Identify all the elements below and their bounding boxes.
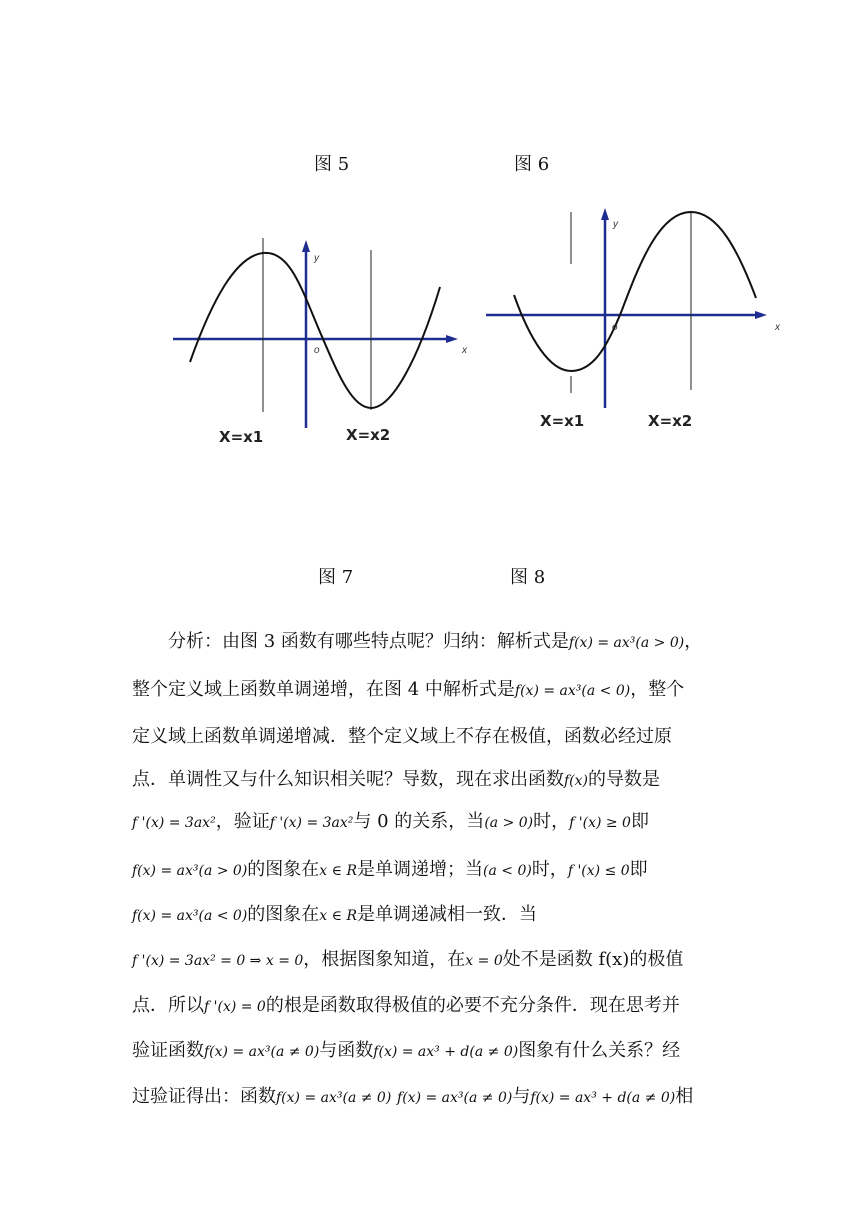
figure-graphs	[0, 0, 860, 520]
text: 过验证得出：函数	[132, 1086, 276, 1107]
origin-label: o	[314, 345, 320, 356]
text: 与	[512, 1086, 531, 1107]
paragraph-line	[132, 1082, 693, 1108]
line-label-x2: X=x2	[346, 426, 391, 444]
formula: f '(x) ≥ 0	[569, 815, 631, 831]
text: ，整个	[630, 679, 685, 700]
formula: f '(x) = 3ax² = 0 ⇒ x = 0	[132, 953, 304, 969]
text: 点．所以	[132, 995, 204, 1016]
formula: (a > 0)	[484, 815, 534, 831]
formula: f(x) = ax³(a < 0)	[514, 683, 631, 699]
paragraph-line	[132, 765, 660, 791]
text: 验证函数	[132, 1040, 204, 1061]
line-label-x2: X=x2	[648, 412, 693, 430]
formula: f(x)	[564, 773, 589, 789]
formula: f '(x) = 3ax²	[269, 815, 354, 831]
text: 的图象在	[247, 859, 320, 880]
text: 的图象在	[247, 904, 320, 925]
text: ，根据图象知道，在	[303, 949, 466, 970]
text: 时，	[531, 859, 568, 880]
text: 处不是函数 f(x)的极值	[502, 949, 684, 970]
text: 是单调递减相一致．当	[357, 904, 537, 925]
text: 相	[675, 1086, 694, 1107]
caption-fig7: 图 7	[318, 567, 354, 588]
text: 时，	[533, 811, 570, 832]
caption-fig5: 图 5	[314, 154, 350, 175]
paragraph-line	[132, 991, 680, 1017]
origin-label: o	[612, 322, 618, 333]
curve	[190, 253, 440, 408]
formula: f(x) = ax³(a ≠ 0)	[204, 1044, 320, 1060]
caption-fig8: 图 8	[510, 567, 546, 588]
formula: f '(x) ≤ 0	[567, 863, 630, 879]
text: 与 0 的关系，当	[353, 811, 485, 832]
curve	[514, 212, 756, 371]
text: ，验证	[215, 811, 270, 832]
text: 分析：由图 3 函数有哪些特点呢？归纳：解析式是	[168, 631, 569, 652]
formula: f '(x) = 3ax²	[132, 815, 216, 831]
x-axis-arrow-icon	[755, 311, 767, 319]
text: 定义域上函数单调递增减．整个定义域上不存在极值，函数必经过原	[132, 726, 672, 747]
text: 的根是函数取得极值的必要不充分条件．现在思考并	[265, 995, 680, 1016]
text: 是单调递增；当	[357, 859, 483, 880]
formula: f(x) = ax³(a < 0)	[132, 908, 248, 924]
y-axis-label: y	[314, 253, 319, 264]
formula: (a < 0)	[483, 863, 532, 879]
text: 图象有什么关系？经	[518, 1040, 681, 1061]
y-axis-label: y	[613, 219, 618, 230]
text: 即	[630, 811, 649, 832]
formula: f(x) = ax³ + d(a ≠ 0)	[530, 1090, 676, 1106]
formula: f '(x) = 0	[204, 999, 266, 1015]
text: 即	[629, 859, 648, 880]
text: ，	[684, 631, 703, 652]
paragraph-line	[132, 675, 684, 701]
formula: f(x) = ax³(a ≠ 0)	[397, 1090, 513, 1106]
text: 整个定义域上函数单调递增，在图 4 中解析式是	[132, 679, 515, 700]
x-axis-arrow-icon	[446, 335, 458, 343]
paragraph-line	[132, 1036, 680, 1062]
y-axis-arrow-icon	[601, 208, 609, 220]
paragraph-line	[132, 855, 648, 881]
formula: x = 0	[465, 953, 503, 969]
paragraph-line	[132, 945, 683, 971]
line-label-x1: X=x1	[219, 428, 264, 446]
text: 点．单调性又与什么知识相关呢？导数，现在求出函数	[132, 769, 564, 790]
formula: f(x) = ax³(a > 0)	[568, 635, 685, 651]
graph-fig7	[173, 238, 468, 446]
line-label-x1: X=x1	[540, 412, 585, 430]
graph-fig8	[486, 208, 781, 430]
formula: x ∈ R	[319, 863, 357, 879]
x-axis-label: x	[775, 322, 780, 333]
paragraph-line	[132, 807, 649, 833]
paragraph-line	[132, 722, 672, 748]
formula: f(x) = ax³(a > 0)	[132, 863, 248, 879]
paragraph-line	[132, 900, 537, 926]
formula: f(x) = ax³(a ≠ 0)	[276, 1090, 392, 1106]
x-axis-label: x	[462, 345, 467, 356]
y-axis-arrow-icon	[302, 240, 310, 252]
caption-fig6: 图 6	[514, 154, 550, 175]
paragraph-line	[168, 627, 702, 653]
text: 的导数是	[588, 769, 661, 790]
formula: f(x) = ax³ + d(a ≠ 0)	[373, 1044, 519, 1060]
formula: x ∈ R	[319, 908, 357, 924]
text: 与函数	[319, 1040, 374, 1061]
